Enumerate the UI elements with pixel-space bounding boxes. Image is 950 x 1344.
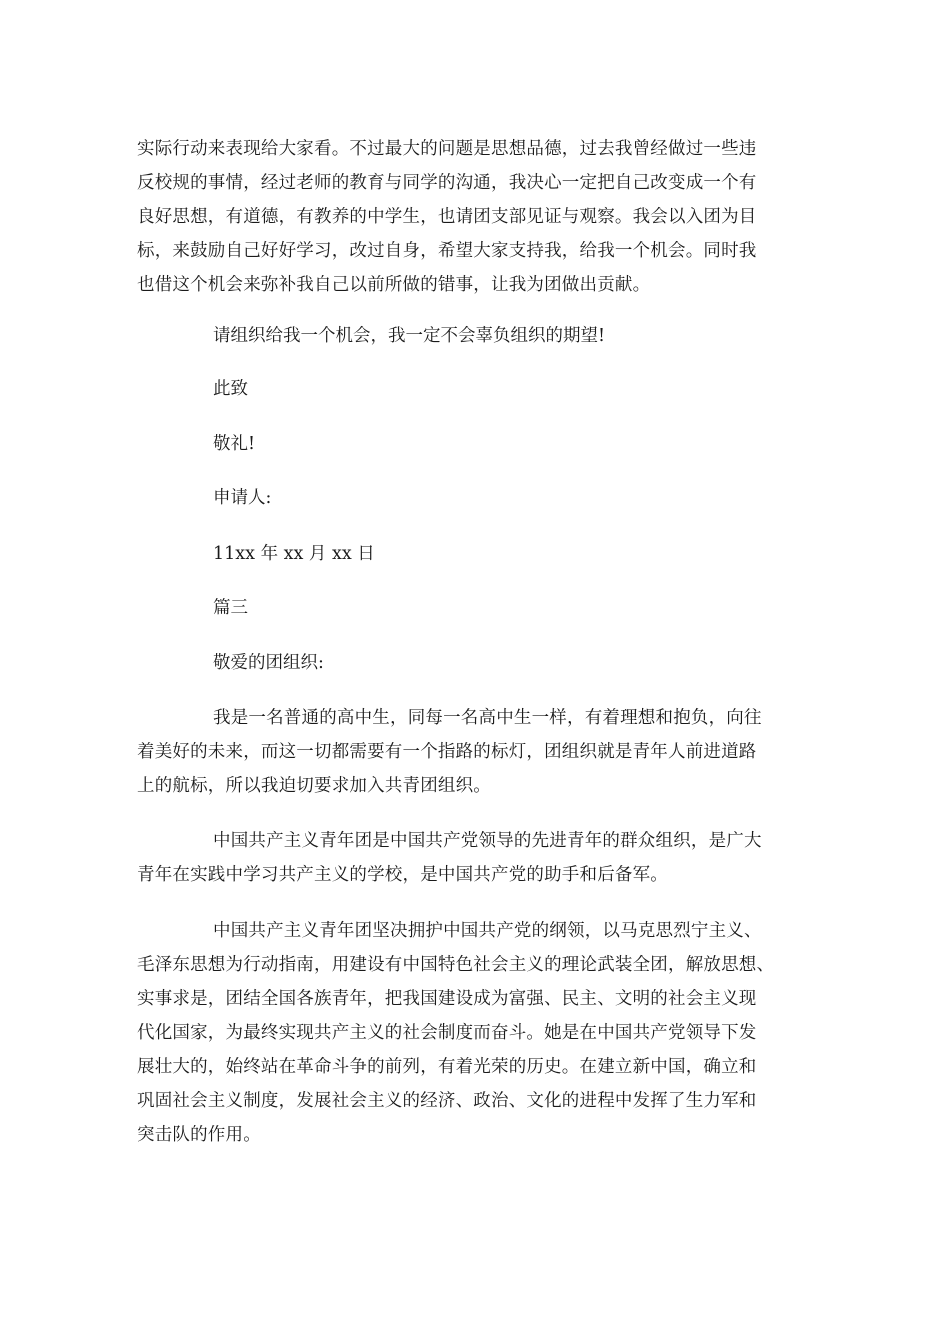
closing-jingli: 敬礼! bbox=[213, 434, 256, 454]
text-line: 展壮大的，始终站在革命斗争的前列，有着光荣的历史。在建立新中国，确立和 bbox=[137, 1057, 757, 1077]
text-line: 反校规的事情，经过老师的教育与同学的沟通，我决心一定把自己改变成一个有 bbox=[137, 173, 757, 193]
applicant-label: 申请人: bbox=[213, 488, 272, 508]
date-line: 11xx 年 xx 月 xx 日 bbox=[213, 544, 375, 564]
text-line: 突击队的作用。 bbox=[137, 1125, 261, 1145]
text-line: 实事求是，团结全国各族青年，把我国建设成为富强、民主、文明的社会主义现 bbox=[137, 989, 757, 1009]
salutation: 敬爱的团组织: bbox=[213, 653, 324, 673]
text-line: 实际行动来表现给大家看。不过最大的问题是思想品德，过去我曾经做过一些违 bbox=[137, 139, 757, 159]
text-line: 巩固社会主义制度，发展社会主义的经济、政治、文化的进程中发挥了生力军和 bbox=[137, 1091, 757, 1111]
text-line: 中国共产主义青年团坚决拥护中国共产党的纲领，以马克思烈宁主义、 bbox=[213, 921, 762, 941]
request-line: 请组织给我一个机会，我一定不会辜负组织的期望! bbox=[213, 326, 606, 346]
text-line: 毛泽东思想为行动指南，用建设有中国特色社会主义的理论武装全团，解放思想、 bbox=[137, 955, 775, 975]
text-line: 上的航标，所以我迫切要求加入共青团组织。 bbox=[137, 776, 491, 796]
section-heading: 篇三 bbox=[213, 598, 248, 618]
text-line: 代化国家，为最终实现共产主义的社会制度而奋斗。她是在中国共产党领导下发 bbox=[137, 1023, 757, 1043]
text-line: 中国共产主义青年团是中国共产党领导的先进青年的群众组织，是广大 bbox=[213, 831, 762, 851]
text-line: 良好思想，有道德，有教养的中学生，也请团支部见证与观察。我会以入团为目 bbox=[137, 207, 757, 227]
paragraph-continuation bbox=[137, 132, 817, 302]
text-line: 标，来鼓励自己好好学习，改过自身，希望大家支持我，给我一个机会。同时我 bbox=[137, 241, 757, 261]
paragraph-intro bbox=[137, 701, 817, 803]
text-line: 青年在实践中学习共产主义的学校，是中国共产党的助手和后备军。 bbox=[137, 865, 668, 885]
paragraph-league-program bbox=[137, 914, 817, 1152]
closing-cizhi: 此致 bbox=[213, 379, 248, 399]
paragraph-league-definition bbox=[137, 824, 817, 892]
text-line: 也借这个机会来弥补我自己以前所做的错事，让我为团做出贡献。 bbox=[137, 275, 651, 295]
text-line: 我是一名普通的高中生，同每一名高中生一样，有着理想和抱负，向往 bbox=[213, 708, 762, 728]
text-line: 着美好的未来，而这一切都需要有一个指路的标灯，团组织就是青年人前进道路 bbox=[137, 742, 757, 762]
